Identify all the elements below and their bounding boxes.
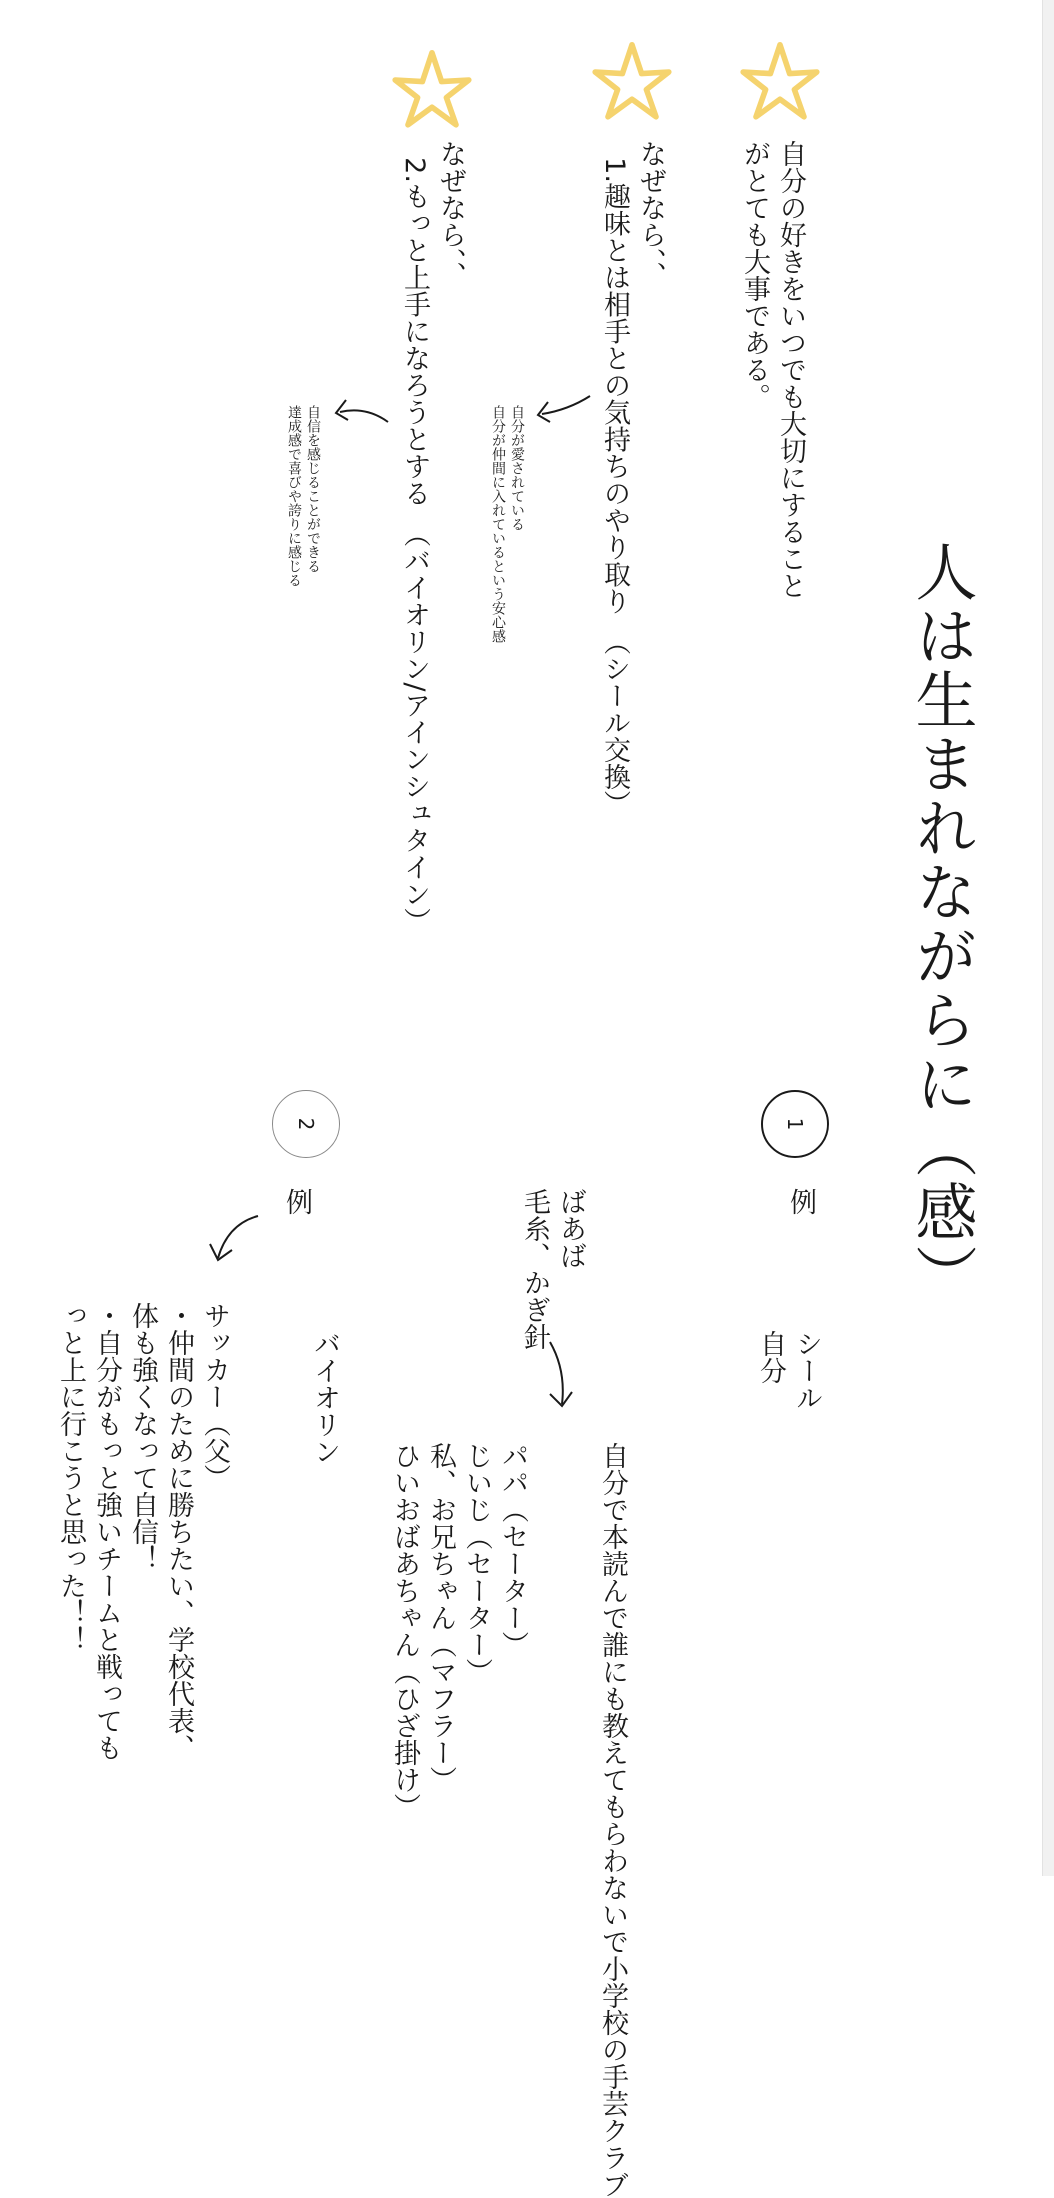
example-2-label: 例	[281, 1188, 312, 1215]
example-2-story: サッカー（父） ・仲間のために勝ちたい、学校代表、 体も強くなって自信！ ・自分がもっと強いチームと戦っても っと上に行こうと思った！！	[55, 1302, 230, 1761]
page-title: 人は生まれながらに（感）	[905, 540, 978, 1308]
reason-2-text: なぜなら、、 2.もっと上手になろうとする （バイオリン/アインシュタイン）	[399, 140, 466, 935]
reason-1-text: なぜなら、、 1.趣味とは相手との気持ちのやり取り （シール交換）	[599, 140, 666, 818]
star-icon	[392, 48, 472, 128]
example-1-family: パパ（セーター） じいじ（セーター） 私、お兄ちゃん（マフラー） ひいおばあちゃん（ひざ掛け）	[389, 1442, 528, 1820]
page-edge	[1042, 0, 1054, 1876]
thesis-text: 自分の好きをいつでも大切にすること がとても大事である。	[739, 140, 806, 599]
example-1-story: 自分で本読んで誰にも教えてもらわないで小学校の手芸クラブ	[597, 1442, 628, 2198]
example-2-badge: 2	[272, 1090, 340, 1158]
arrow-icon	[204, 1212, 264, 1272]
star-icon	[740, 40, 820, 120]
arrow-icon	[540, 1336, 580, 1416]
example-2-topic: バイオリン	[309, 1330, 340, 1465]
arrow-icon	[326, 392, 396, 432]
example-1-topic: シール 自分	[755, 1330, 822, 1411]
arrow-icon	[528, 392, 598, 432]
reason-1-note: 自分が愛されている 自分が仲間に入れているという安心感	[490, 405, 525, 643]
reason-2-note: 自信を感じることができる 達成感で喜びや誇りに感じる	[286, 405, 321, 587]
example-1-badge: 1	[761, 1090, 829, 1158]
star-icon	[592, 40, 672, 120]
example-1-label: 例	[785, 1188, 816, 1215]
example-1-grandma: ばあば 毛糸、かぎ針	[519, 1188, 586, 1350]
